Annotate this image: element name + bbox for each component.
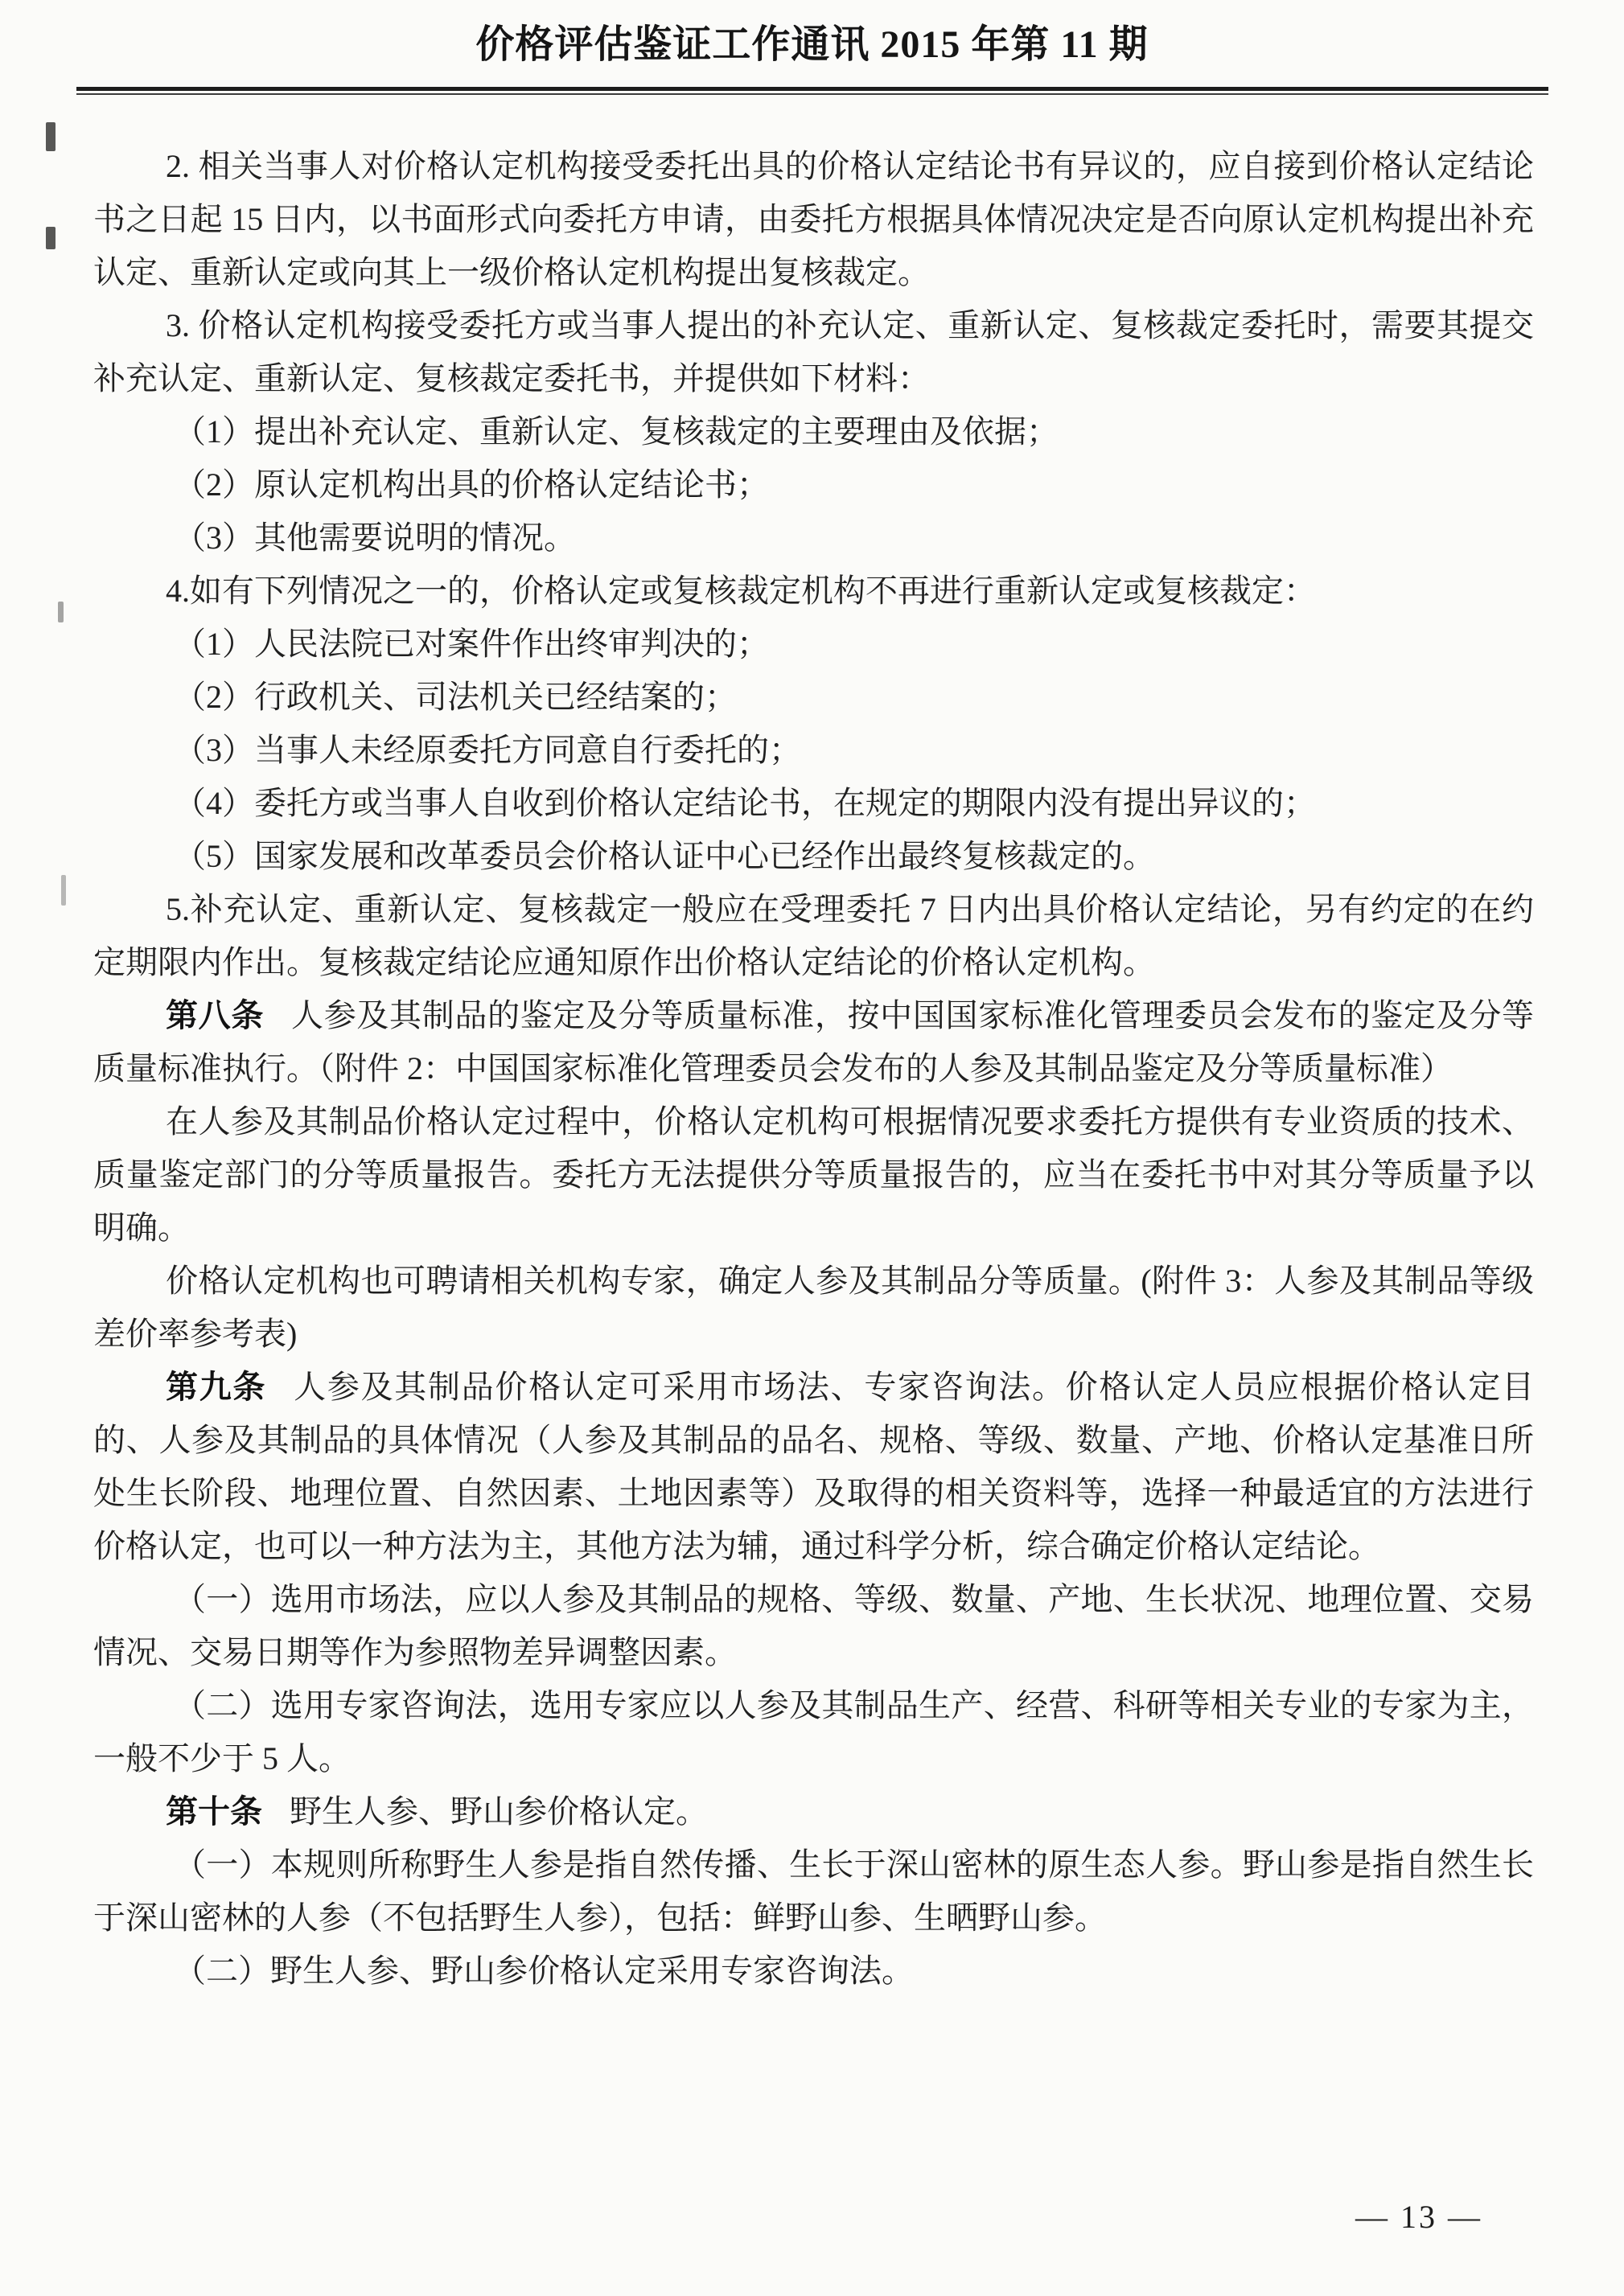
paragraph: 3. 价格认定机构接受委托方或当事人提出的补充认定、重新认定、复核裁定委托时，需要其提交补充认定、重新认定、复核裁定委托书，并提供如下材料： [93, 307, 1534, 396]
paragraph: 2. 相关当事人对价格认定机构接受委托出具的价格认定结论书有异议的，应自接到价格认定结论书之日起 15 日内，以书面形式向委托方申请，由委托方根据具体情况决定是否向原认定机构提出补充认定、重新认定或向其上一级价格认定机构提出复核裁定。 [93, 148, 1534, 290]
paragraph: 第八条 人参及其制品的鉴定及分等质量标准，按中国国家标准化管理委员会发布的鉴定及分等质量标准执行。（附件 2：中国国家标准化管理委员会发布的人参及其制品鉴定及分等质量标准） [93, 997, 1535, 1086]
paragraph: （5）国家发展和改革委员会价格认证中心已经作出最终复核裁定的。 [174, 838, 1155, 874]
scan-artifact [58, 602, 64, 622]
page-number: — 13 — [1355, 2199, 1482, 2235]
paragraph: 5.补充认定、重新认定、复核裁定一般应在受理委托 7 日内出具价格认定结论，另有约定的在约定期限内作出。复核裁定结论应通知原作出价格认定结论的价格认定机构。 [93, 891, 1534, 980]
paragraph: （2）原认定机构出具的价格认定结论书； [174, 466, 769, 503]
paragraph: （一）选用市场法，应以人参及其制品的规格、等级、数量、产地、生长状况、地理位置、交易情况、交易日期等作为参照物差异调整因素。 [93, 1581, 1534, 1670]
paragraph: （二）野生人参、野山参价格认定采用专家咨询法。 [174, 1953, 914, 1989]
paragraph: （一）本规则所称野生人参是指自然传播、生长于深山密林的原生态人参。野山参是指自然生长于深山密林的人参（不包括野生人参），包括：鲜野山参、生晒野山参。 [93, 1846, 1534, 1936]
paragraph: 价格认定机构也可聘请相关机构专家，确定人参及其制品分等质量。(附件 3：人参及其制品等级差价率参考表) [93, 1263, 1534, 1352]
paragraph: （1）提出补充认定、重新认定、复核裁定的主要理由及依据； [174, 413, 1059, 450]
paragraph: （1）人民法院已对案件作出终审判决的； [174, 626, 769, 662]
paragraph: （3）其他需要说明的情况。 [174, 520, 576, 556]
paragraph: （2）行政机关、司法机关已经结案的； [174, 679, 737, 715]
paragraph: 4.如有下列情况之一的，价格认定或复核裁定机构不再进行重新认定或复核裁定： [166, 573, 1316, 609]
page-title: 价格评估鉴证工作通讯 2015 年第 11 期 [475, 23, 1149, 66]
scan-artifact [46, 227, 56, 249]
page-header [0, 0, 1624, 69]
paragraph: （二）选用专家咨询法，选用专家应以人参及其制品生产、经营、科研等相关专业的专家为主，一般不少于 5 人。 [93, 1687, 1534, 1776]
paragraph: （4）委托方或当事人自收到价格认定结论书，在规定的期限内没有提出异议的； [174, 785, 1316, 821]
article-heading: 第十条 [166, 1793, 262, 1830]
article-heading: 第九条 [166, 1369, 267, 1405]
paragraph: （3）当事人未经原委托方同意自行委托的； [174, 732, 801, 768]
paragraph: 在人参及其制品价格认定过程中，价格认定机构可根据情况要求委托方提供有专业资质的技术、质量鉴定部门的分等质量报告。委托方无法提供分等质量报告的，应当在委托书中对其分等质量予以明确。 [93, 1103, 1534, 1246]
scan-artifact [46, 122, 56, 151]
document-body [93, 140, 1534, 1998]
paragraph: 第十条 野生人参、野山参价格认定。 [166, 1793, 708, 1830]
article-heading: 第八条 [166, 997, 265, 1033]
header-divider [76, 87, 1548, 95]
scan-artifact [61, 875, 66, 906]
paragraph: 第九条 人参及其制品价格认定可采用市场法、专家咨询法。价格认定人员应根据价格认定目的、人参及其制品的具体情况（人参及其制品的品名、规格、等级、数量、产地、价格认定基准日所处生长阶段、地理位置、自然因素、土地因素等）及取得的相关资料等，选择一种最适宜的方法进行价格认定，也可以一种方法为主，其他方法为辅，通过科学分析，综合确定价格认定结论。 [93, 1369, 1535, 1564]
